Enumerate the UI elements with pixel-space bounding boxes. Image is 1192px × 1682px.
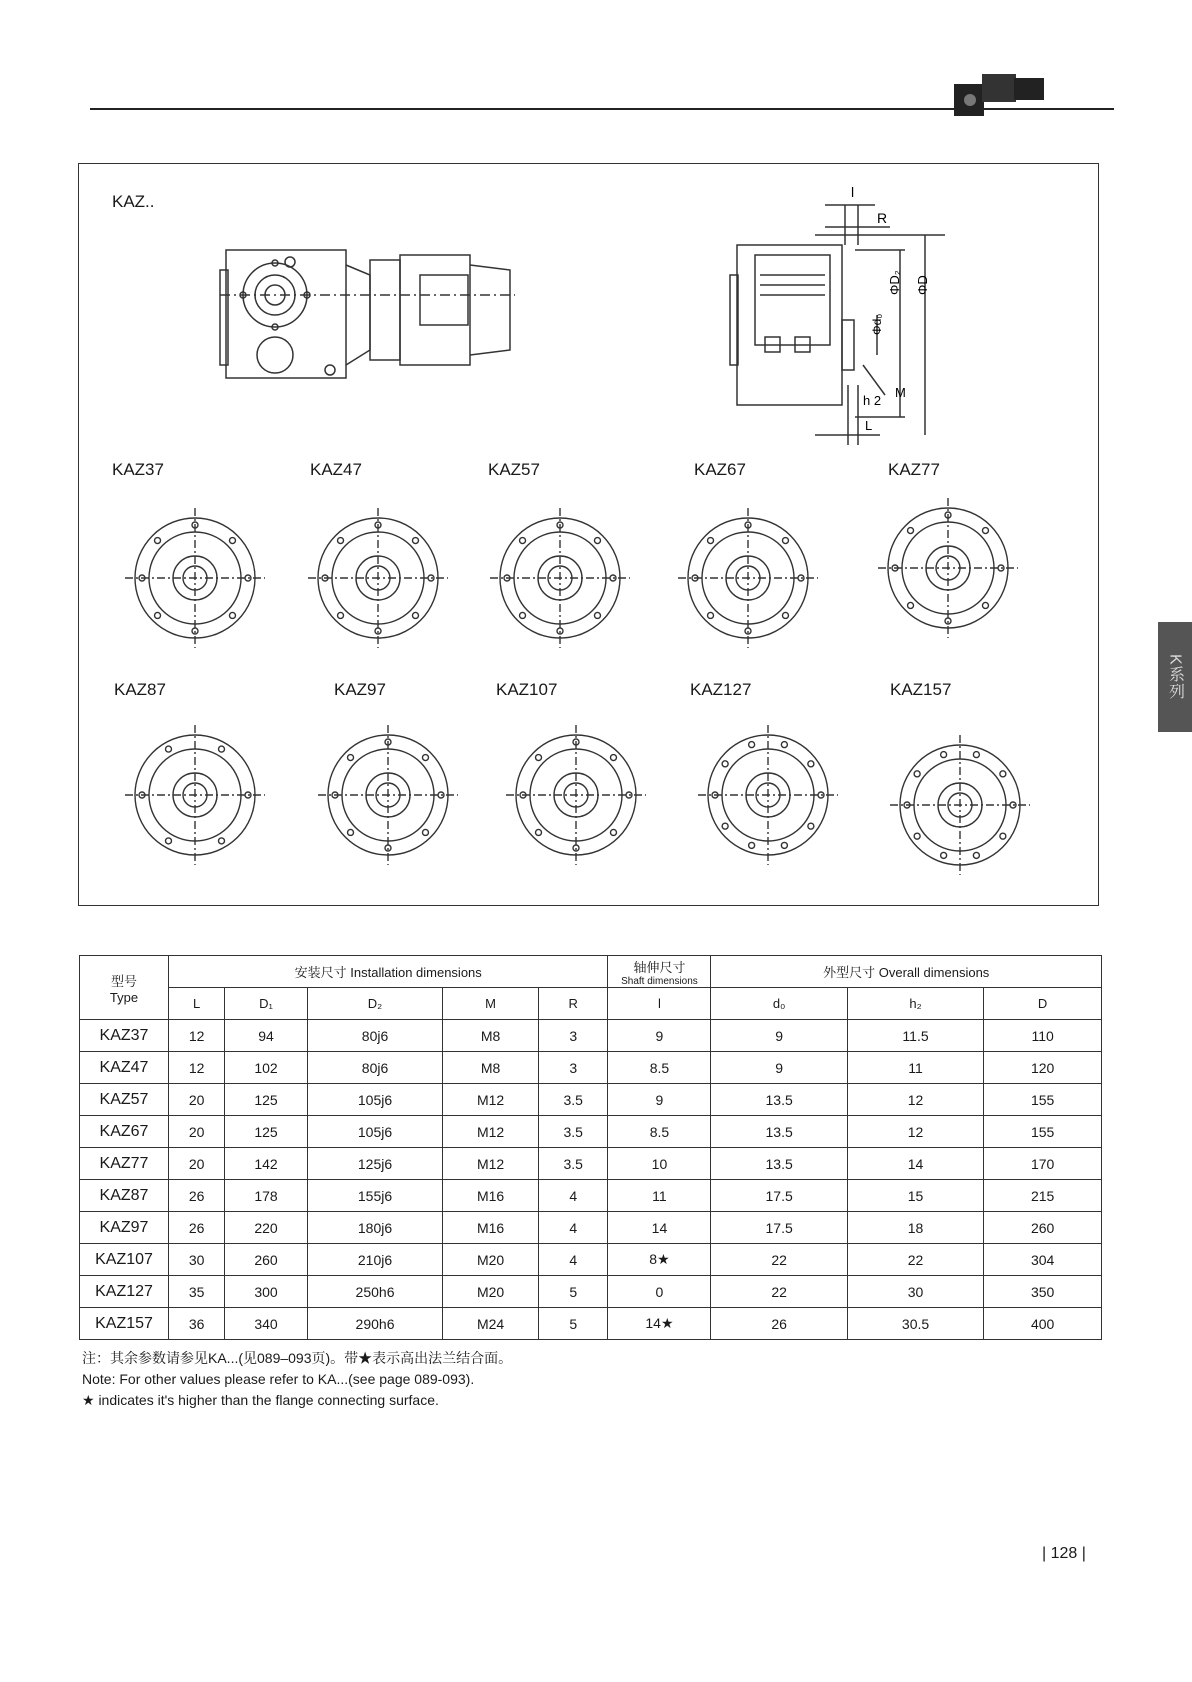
value-cell: 4 <box>538 1244 607 1276</box>
col-header: h₂ <box>847 988 983 1020</box>
type-cell: KAZ157 <box>80 1308 169 1340</box>
dim-M: M <box>895 385 906 400</box>
value-cell: 14 <box>847 1148 983 1180</box>
value-cell: 17.5 <box>711 1212 847 1244</box>
shaft-header: 轴伸尺寸 Shaft dimensions <box>608 956 711 988</box>
value-cell: M16 <box>443 1180 539 1212</box>
page-number: | 128 | <box>1042 1545 1086 1562</box>
value-cell: 178 <box>225 1180 308 1212</box>
value-cell: 30.5 <box>847 1308 983 1340</box>
col-type-header: 型号 Type <box>80 956 169 1020</box>
value-cell: M20 <box>443 1276 539 1308</box>
value-cell: 125j6 <box>307 1148 442 1180</box>
value-cell: 17.5 <box>711 1180 847 1212</box>
value-cell: 9 <box>711 1052 847 1084</box>
col-header: d₀ <box>711 988 847 1020</box>
value-cell: 8.5 <box>608 1052 711 1084</box>
type-cell: KAZ97 <box>80 1212 169 1244</box>
table-row <box>80 1276 1102 1308</box>
flange-outline-icon <box>873 493 1023 643</box>
table-row <box>80 1212 1102 1244</box>
type-cell: KAZ87 <box>80 1180 169 1212</box>
value-cell: 35 <box>169 1276 225 1308</box>
col-header: D <box>984 988 1102 1020</box>
value-cell: 12 <box>169 1052 225 1084</box>
value-cell: 14★ <box>608 1308 711 1340</box>
value-cell: 155 <box>984 1084 1102 1116</box>
value-cell: 10 <box>608 1148 711 1180</box>
value-cell: 12 <box>169 1020 225 1052</box>
gearmotor-logo-icon <box>952 68 1048 118</box>
section-side-tab: K系列 <box>1158 622 1192 732</box>
value-cell: 11 <box>847 1052 983 1084</box>
value-cell: 5 <box>538 1276 607 1308</box>
value-cell: 26 <box>711 1308 847 1340</box>
note-cn: 注：其余参数请参见KA...(见089–093页)。带★表示高出法兰结合面。 <box>82 1350 513 1366</box>
dim-L: L <box>865 418 873 433</box>
value-cell: 3 <box>538 1020 607 1052</box>
value-cell: 11 <box>608 1180 711 1212</box>
value-cell: 12 <box>847 1116 983 1148</box>
value-cell: 110 <box>984 1020 1102 1052</box>
flange-label: KAZ47 <box>310 460 362 479</box>
value-cell: 30 <box>847 1276 983 1308</box>
overall-header: 外型尺寸 Overall dimensions <box>711 956 1102 988</box>
value-cell: 12 <box>847 1084 983 1116</box>
value-cell: 80j6 <box>307 1020 442 1052</box>
flange-outline-icon <box>313 720 463 870</box>
dim-D2: ΦD₂ <box>887 270 902 295</box>
value-cell: 9 <box>711 1020 847 1052</box>
value-cell: 105j6 <box>307 1116 442 1148</box>
value-cell: 36 <box>169 1308 225 1340</box>
value-cell: 22 <box>711 1276 847 1308</box>
value-cell: 3.5 <box>538 1148 607 1180</box>
install-header: 安装尺寸 Installation dimensions <box>169 956 608 988</box>
value-cell: 120 <box>984 1052 1102 1084</box>
value-cell: 26 <box>169 1180 225 1212</box>
value-cell: 3 <box>538 1052 607 1084</box>
value-cell: 3.5 <box>538 1116 607 1148</box>
type-cell: KAZ57 <box>80 1084 169 1116</box>
value-cell: 4 <box>538 1212 607 1244</box>
note-en: Note: For other values please refer to KA...(see page 089-093). <box>82 1371 475 1387</box>
value-cell: 11.5 <box>847 1020 983 1052</box>
value-cell: 13.5 <box>711 1084 847 1116</box>
col-header: M <box>443 988 539 1020</box>
flange-label: KAZ57 <box>488 460 540 479</box>
value-cell: 15 <box>847 1180 983 1212</box>
value-cell: 215 <box>984 1180 1102 1212</box>
flange-label: KAZ97 <box>334 680 386 699</box>
table-row <box>80 1244 1102 1276</box>
value-cell: 180j6 <box>307 1212 442 1244</box>
dim-h2: h 2 <box>863 393 882 408</box>
table-row <box>80 1020 1102 1052</box>
value-cell: 18 <box>847 1212 983 1244</box>
value-cell: 350 <box>984 1276 1102 1308</box>
flange-label: KAZ37 <box>112 460 164 479</box>
value-cell: 0 <box>608 1276 711 1308</box>
table-row <box>80 1116 1102 1148</box>
flange-outline-icon <box>120 503 270 653</box>
gearmotor-side-view <box>220 240 515 390</box>
value-cell: 155 <box>984 1116 1102 1148</box>
value-cell: M16 <box>443 1212 539 1244</box>
value-cell: 4 <box>538 1180 607 1212</box>
flange-outline-icon <box>485 503 635 653</box>
flange-outline-icon <box>885 730 1035 880</box>
flange-outline-icon <box>501 720 651 870</box>
value-cell: 13.5 <box>711 1116 847 1148</box>
gearbox-end-view <box>715 185 945 445</box>
value-cell: 304 <box>984 1244 1102 1276</box>
value-cell: 290h6 <box>307 1308 442 1340</box>
value-cell: 22 <box>711 1244 847 1276</box>
value-cell: 22 <box>847 1244 983 1276</box>
type-cell: KAZ47 <box>80 1052 169 1084</box>
note-star: ★ indicates it's higher than the flange connecting surface. <box>82 1392 439 1408</box>
value-cell: M8 <box>443 1052 539 1084</box>
value-cell: 94 <box>225 1020 308 1052</box>
value-cell: M12 <box>443 1084 539 1116</box>
value-cell: M24 <box>443 1308 539 1340</box>
value-cell: 260 <box>225 1244 308 1276</box>
notes <box>82 1348 512 1411</box>
value-cell: 142 <box>225 1148 308 1180</box>
value-cell: 5 <box>538 1308 607 1340</box>
value-cell: 400 <box>984 1308 1102 1340</box>
flange-label: KAZ77 <box>888 460 940 479</box>
value-cell: 340 <box>225 1308 308 1340</box>
flange-outline-icon <box>693 720 843 870</box>
main-figure-label: KAZ.. <box>112 192 155 211</box>
value-cell: 102 <box>225 1052 308 1084</box>
col-header: L <box>169 988 225 1020</box>
table-row <box>80 1084 1102 1116</box>
value-cell: 20 <box>169 1148 225 1180</box>
value-cell: 300 <box>225 1276 308 1308</box>
value-cell: 30 <box>169 1244 225 1276</box>
col-header: l <box>608 988 711 1020</box>
dimension-table <box>79 955 1102 1340</box>
value-cell: M20 <box>443 1244 539 1276</box>
value-cell: M12 <box>443 1116 539 1148</box>
type-cell: KAZ67 <box>80 1116 169 1148</box>
value-cell: 14 <box>608 1212 711 1244</box>
value-cell: 8.5 <box>608 1116 711 1148</box>
table-row <box>80 1052 1102 1084</box>
value-cell: 250h6 <box>307 1276 442 1308</box>
value-cell: 3.5 <box>538 1084 607 1116</box>
col-header: D₂ <box>307 988 442 1020</box>
col-header: R <box>538 988 607 1020</box>
type-cell: KAZ77 <box>80 1148 169 1180</box>
value-cell: 20 <box>169 1116 225 1148</box>
flange-outline-icon <box>303 503 453 653</box>
col-header: D₁ <box>225 988 308 1020</box>
value-cell: 8★ <box>608 1244 711 1276</box>
table-row <box>80 1180 1102 1212</box>
flange-outline-icon <box>120 720 270 870</box>
value-cell: 20 <box>169 1084 225 1116</box>
value-cell: 9 <box>608 1084 711 1116</box>
table-row <box>80 1148 1102 1180</box>
value-cell: 155j6 <box>307 1180 442 1212</box>
value-cell: 80j6 <box>307 1052 442 1084</box>
value-cell: 26 <box>169 1212 225 1244</box>
value-cell: 125 <box>225 1116 308 1148</box>
flange-label: KAZ107 <box>496 680 558 699</box>
flange-label: KAZ157 <box>890 680 952 699</box>
value-cell: 105j6 <box>307 1084 442 1116</box>
value-cell: 220 <box>225 1212 308 1244</box>
value-cell: 210j6 <box>307 1244 442 1276</box>
flange-label: KAZ87 <box>114 680 166 699</box>
dim-d0: Φd₀ <box>870 313 884 335</box>
dim-R: R <box>877 210 888 226</box>
value-cell: 9 <box>608 1020 711 1052</box>
table-row <box>80 1308 1102 1340</box>
value-cell: 170 <box>984 1148 1102 1180</box>
dim-D: ΦD <box>915 275 930 295</box>
value-cell: 260 <box>984 1212 1102 1244</box>
dim-l-top: l <box>851 184 855 200</box>
value-cell: M12 <box>443 1148 539 1180</box>
flange-label: KAZ67 <box>694 460 746 479</box>
value-cell: 13.5 <box>711 1148 847 1180</box>
type-cell: KAZ107 <box>80 1244 169 1276</box>
value-cell: M8 <box>443 1020 539 1052</box>
flange-outline-icon <box>673 503 823 653</box>
type-cell: KAZ37 <box>80 1020 169 1052</box>
type-cell: KAZ127 <box>80 1276 169 1308</box>
value-cell: 125 <box>225 1084 308 1116</box>
flange-label: KAZ127 <box>690 680 752 699</box>
